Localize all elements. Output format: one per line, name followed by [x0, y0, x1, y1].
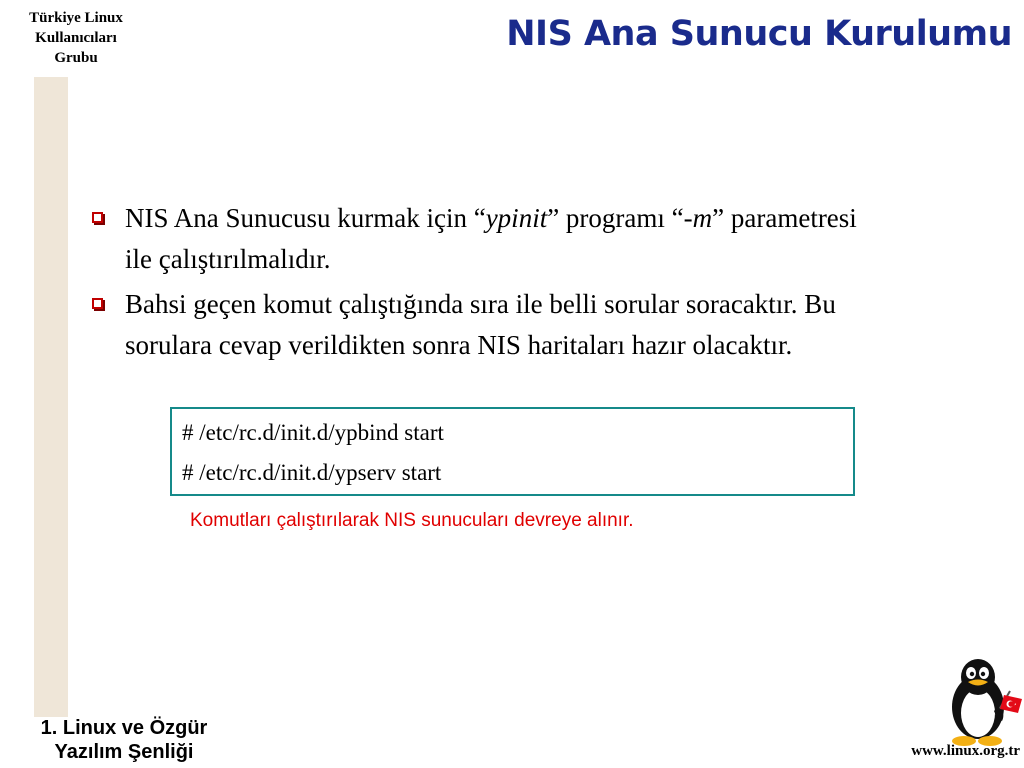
penguin-mascot-icon: [940, 655, 1024, 747]
square-bullet-icon: [92, 212, 103, 223]
bullet-text-part: ” parametresi ile çalıştırılmalıdır.: [125, 203, 857, 274]
bullet-text-emphasis: m: [692, 203, 713, 233]
org-name: [14, 8, 138, 68]
decorative-side-bar: [34, 77, 68, 717]
command-line: # /etc/rc.d/init.d/ypbind start: [182, 420, 444, 445]
bullet-item: [88, 198, 888, 280]
bullet-text-emphasis: ypinit: [485, 203, 548, 233]
bullet-text-part: NIS Ana Sunucusu kurmak için “: [125, 203, 486, 233]
command-box: [170, 407, 855, 496]
command-line: # /etc/rc.d/init.d/ypserv start: [182, 460, 442, 485]
org-name-line-3: Grubu: [54, 50, 98, 66]
event-name: [0, 716, 248, 764]
event-name-line-2: Yazılım Şenliği: [54, 741, 194, 763]
bullet-text-part: ” programı “-: [547, 203, 693, 233]
bullet-text: Bahsi geçen komut çalıştığında sıra ile belli sorular soracaktır. Bu sorulara cevap verildikten sonra NIS haritaları hazır olacaktır.: [125, 289, 836, 360]
site-url: www.linux.org.tr: [911, 743, 1020, 759]
square-bullet-icon: [92, 298, 103, 309]
bullet-item: [88, 284, 888, 366]
org-name-line-1: Türkiye Linux: [29, 10, 123, 26]
event-name-line-1: 1. Linux ve Özgür: [40, 717, 208, 739]
org-name-line-2: Kullanıcıları: [35, 30, 117, 46]
note-text: Komutları çalıştırılarak NIS sunucuları devreye alınır.: [190, 510, 634, 531]
slide-title: NIS Ana Sunucu Kurulumu: [506, 14, 1012, 54]
bullet-list: [88, 198, 888, 370]
